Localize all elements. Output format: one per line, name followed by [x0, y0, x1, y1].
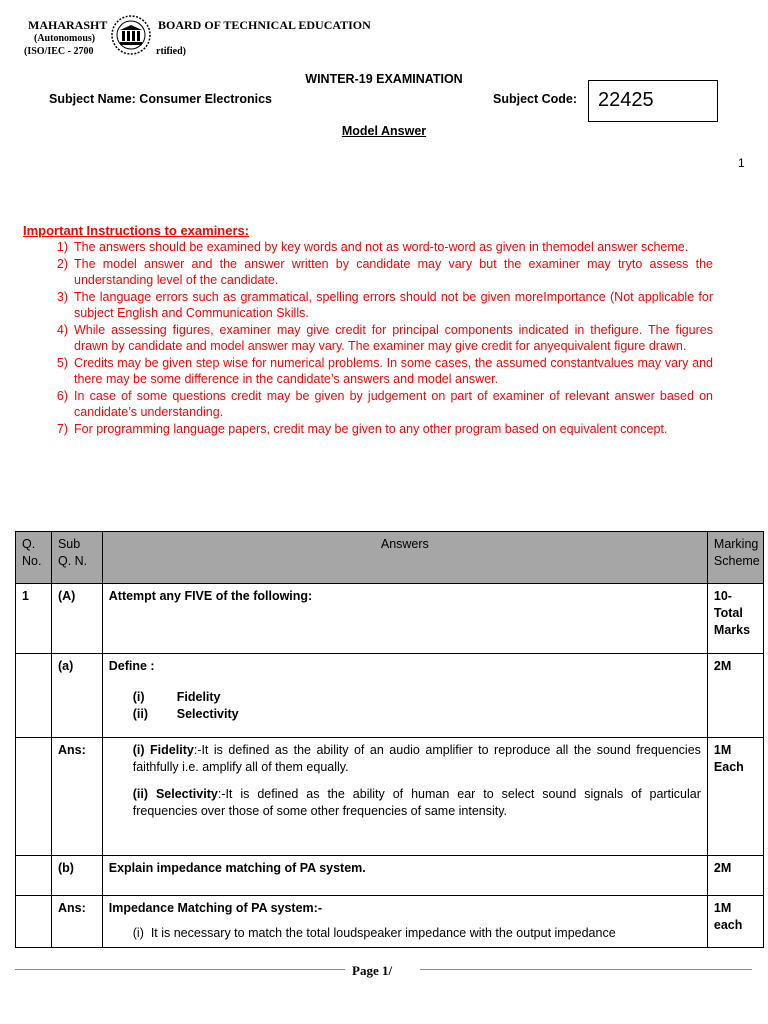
instruction-number: 1): [56, 240, 68, 254]
answer-cell: [102, 896, 707, 948]
instruction-item: [23, 421, 713, 438]
fidelity-answer: [109, 742, 701, 776]
item-text: Selectivity: [176, 707, 239, 721]
question-number-empty: [16, 856, 52, 896]
footer-divider-right: [420, 969, 752, 970]
selectivity-label: (ii) Selectivity: [132, 787, 218, 801]
autonomous-label: (Autonomous): [34, 33, 96, 44]
iso-label-left: (ISO/IEC - 2700: [24, 46, 94, 57]
iso-label-right: rtified): [156, 46, 186, 57]
instruction-item: [23, 355, 713, 388]
define-item: [133, 689, 701, 706]
marks: 2M: [707, 654, 763, 738]
instruction-text: In case of some questions credit may be given by judgement on part of examiner of relevant answer based on candidate’s understanding.: [74, 388, 713, 419]
board-name-left: MAHARASHT: [28, 18, 108, 32]
instruction-text: Credits may be given step wise for numerical problems. In some cases, the assumed constantvalues may vary and there may be some difference in the candidate’s answers and model answer.: [74, 355, 713, 386]
answer-cell: [102, 738, 707, 856]
footer-page-label: Page 1/: [352, 963, 393, 978]
instruction-number: 2): [56, 256, 68, 271]
instruction-number: 6): [56, 388, 68, 403]
define-item: [133, 706, 701, 723]
table-row: [16, 738, 764, 856]
instruction-item: [23, 322, 713, 355]
instruction-number: 3): [56, 289, 68, 304]
point-number: (i): [132, 926, 144, 940]
instruction-item: [23, 289, 713, 322]
subject-name: Subject Name: Consumer Electronics: [49, 92, 272, 106]
marks: 2M: [707, 856, 763, 896]
header-sub-q: Sub Q. N.: [51, 532, 102, 584]
instruction-item: [23, 388, 713, 421]
define-label: Define :: [108, 659, 155, 673]
table-row: [16, 654, 764, 738]
marks: 1M each: [707, 896, 763, 948]
sub-question: (a): [51, 654, 102, 738]
instruction-number: 4): [56, 322, 68, 337]
instruction-text: The language errors such as grammatical, spelling errors should not be given moreImportance (Not applicable for subject English and Communication Skills.: [74, 289, 713, 320]
instructions-title: Important Instructions to examiners:: [23, 223, 250, 238]
subject-code-label: Subject Code:: [493, 92, 578, 106]
table-row: [16, 584, 764, 654]
sub-question: (A): [51, 584, 102, 654]
header-q-no: Q. No.: [16, 532, 52, 584]
instruction-text: The model answer and the answer written by candidate may vary but the examiner may tryto assess the understanding level of the candidate.: [74, 256, 713, 287]
header-marking-scheme: Marking Scheme: [707, 532, 763, 584]
exam-title: WINTER-19 EXAMINATION: [305, 72, 463, 86]
question-cell: [102, 654, 707, 738]
model-answer-heading: Model Answer: [341, 124, 427, 138]
impedance-heading: Impedance Matching of PA system:-: [108, 901, 322, 915]
fidelity-text: :-It is defined as the ability of an audio amplifier to reproduce all the sound frequencies faithfully i.e. amplify all of them equally.: [132, 743, 701, 774]
question-number-empty: [16, 896, 52, 948]
page-number-top: 1: [738, 156, 745, 170]
point-text: It is necessary to match the total loudspeaker impedance with the output impedance: [150, 926, 616, 940]
marks: 10- Total Marks: [707, 584, 763, 654]
selectivity-answer: [109, 786, 701, 820]
answer-label: Ans:: [51, 896, 102, 948]
question-number-empty: [16, 738, 52, 856]
instruction-number: 5): [56, 355, 68, 370]
fidelity-label: (i) Fidelity: [132, 743, 194, 757]
footer-divider-left: [15, 969, 345, 970]
instruction-text: While assessing figures, examiner may give credit for principal components indicated in thefigure. The figures drawn by candidate and model answer may vary. The examiner may give credit for anyequivalent figure drawn.: [74, 322, 713, 353]
item-number: (ii): [132, 707, 149, 721]
answer-label: Ans:: [51, 738, 102, 856]
selectivity-text: :-It is defined as the ability of human ear to select sound signals of particular frequencies over those of some other frequencies of same intensity.: [132, 787, 701, 818]
instruction-item: [23, 256, 713, 289]
subject-code-box: 22425: [588, 80, 718, 122]
instruction-text: For programming language papers, credit may be given to any other program based on equivalent concept.: [74, 421, 668, 436]
sub-question: (b): [51, 856, 102, 896]
instruction-text: The answers should be examined by key words and not as word-to-word as given in themodel answer scheme.: [74, 240, 689, 254]
instruction-number: 7): [56, 421, 68, 436]
table-row: [16, 896, 764, 948]
instruction-item: [23, 239, 713, 256]
instructions-list: [23, 239, 713, 437]
answer-table: [15, 531, 764, 948]
impedance-point: [109, 925, 701, 942]
marks: 1M Each: [707, 738, 763, 856]
question-text: Attempt any FIVE of the following:: [102, 584, 707, 654]
item-text: Fidelity: [176, 690, 221, 704]
table-header-row: [16, 532, 764, 584]
table-row: [16, 856, 764, 896]
board-name-right: BOARD OF TECHNICAL EDUCATION: [158, 18, 371, 32]
item-number: (i): [132, 690, 145, 704]
question-number: 1: [16, 584, 52, 654]
msbte-logo-icon: [110, 14, 152, 56]
question-number-empty: [16, 654, 52, 738]
question-text: Explain impedance matching of PA system.: [102, 856, 707, 896]
header-answers: Answers: [102, 532, 707, 584]
